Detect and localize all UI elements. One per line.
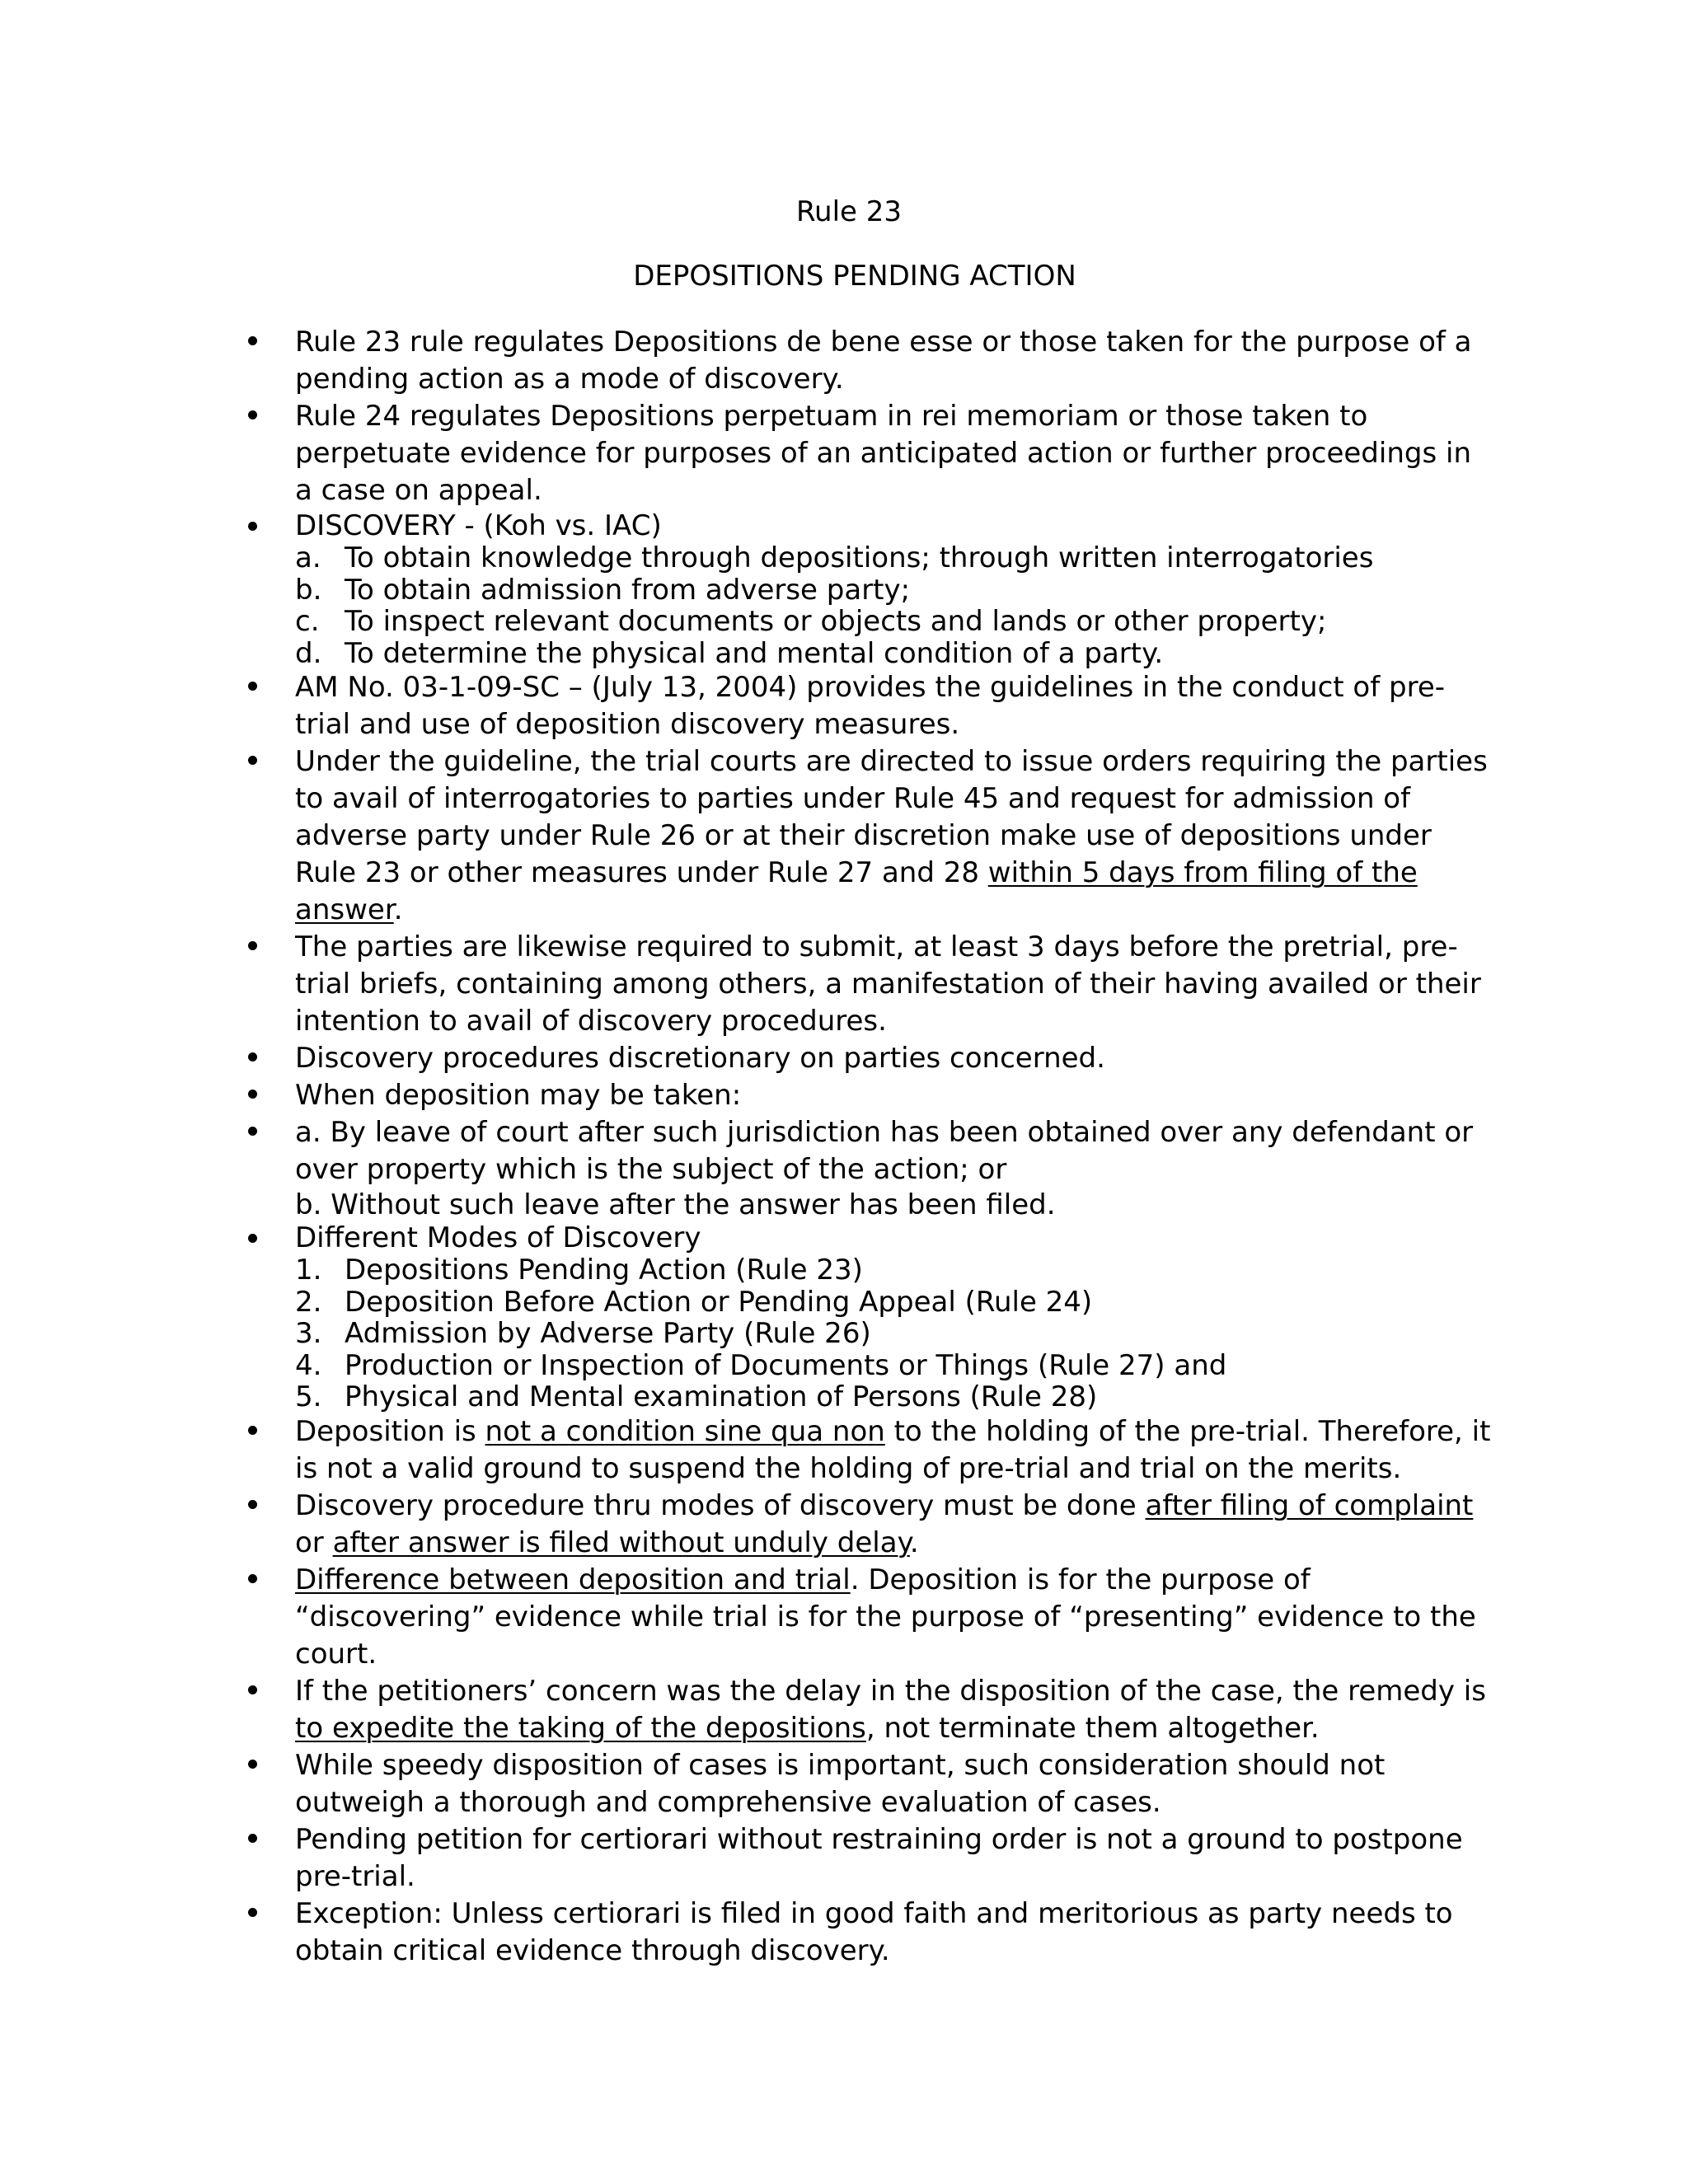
item-text: Different Modes of Discovery	[295, 1221, 701, 1254]
list-item	[295, 929, 1492, 1040]
sub-item-text: Production or Inspection of Documents or Things (Rule 27) and	[345, 1348, 1227, 1382]
sub-item-text: To obtain admission from adverse party;	[345, 573, 911, 607]
list-item-discovery	[295, 509, 1492, 669]
sub-item	[295, 1254, 1492, 1286]
bullet-dot-icon	[244, 509, 260, 546]
item-text: Deposition is	[295, 1414, 485, 1448]
bullet-dot-icon	[244, 1747, 260, 1784]
list-item	[295, 1896, 1492, 1970]
bullet-dot-icon	[244, 1040, 260, 1077]
list-item	[295, 1821, 1492, 1896]
item-text: Exception: Unless certiorari is filed in good faith and meritorious as party needs to obtain critical evidence through discovery.	[295, 1896, 1453, 1967]
list-item	[295, 1562, 1492, 1673]
item-text: a. By leave of court after such jurisdiction has been obtained over any defendant or over property which is the subject of the action; or	[295, 1116, 1474, 1186]
list-item	[295, 1747, 1492, 1821]
item-text-end: . Deposition is for the purpose of “discovering” evidence while trial is for the purpose of “presenting” evidence to the court.	[295, 1563, 1476, 1671]
list-item	[295, 1413, 1492, 1488]
bullet-dot-icon	[244, 1488, 260, 1525]
list-item	[295, 1114, 1492, 1221]
bullet-dot-icon	[244, 1673, 260, 1710]
underlined-text: after filing of complaint	[1145, 1488, 1474, 1522]
item-text: AM No. 03-1-09-SC – (July 13, 2004) provides the guidelines in the conduct of pre-trial and use of deposition discovery measures.	[295, 671, 1446, 741]
item-text: Discovery procedures discretionary on parties concerned.	[295, 1042, 1105, 1075]
item-text: If the petitioners’ concern was the delay in the disposition of the case, the remedy is	[295, 1674, 1486, 1708]
item-text: The parties are likewise required to submit, at least 3 days before the pretrial, pre-trial briefs, containing among others, a manifestation of their having availed or their intention to avail of discovery procedures.	[295, 930, 1481, 1038]
item-text: Pending petition for certiorari without restraining order is not a ground to postpone pre-trial.	[295, 1822, 1463, 1893]
bullet-dot-icon	[244, 1821, 260, 1858]
item-text: Rule 24 regulates Depositions perpetuam in rei memoriam or those taken to perpetuate evidence for purposes of an anticipated action or further proceedings in a case on appeal.	[295, 400, 1471, 507]
document-title: DEPOSITIONS PENDING ACTION	[633, 260, 1076, 293]
underlined-text: Difference between deposition and trial	[295, 1563, 851, 1596]
sub-item-text: To obtain knowledge through depositions; through written interrogatories	[345, 541, 1374, 574]
sub-item	[295, 574, 1492, 607]
item-text: Under the guideline, the trial courts are directed to issue orders requiring the parties to avail of interrogatories to parties under Rule 45 and request for admission of adverse party under Rule 26 or at their discretion make use of depositions under Rule 23 or other measures under Rule 27 and 28	[295, 745, 1488, 889]
sub-item-marker: 2.	[295, 1285, 322, 1319]
sub-item-marker: 5.	[295, 1380, 322, 1413]
item-text: Discovery procedure thru modes of discovery must be done	[295, 1488, 1146, 1522]
item-text-end: , not terminate them altogether.	[865, 1711, 1320, 1745]
item-text-middle: or	[295, 1526, 333, 1559]
sub-item-marker: a.	[295, 541, 321, 574]
list-item	[295, 743, 1492, 929]
item-text: Rule 23 rule regulates Depositions de bene esse or those taken for the purpose of a pending action as a mode of discovery.	[295, 326, 1472, 396]
bullet-dot-icon	[244, 1562, 260, 1599]
sub-item	[295, 1350, 1492, 1382]
item-text-end: .	[393, 893, 403, 926]
list-item-modes	[295, 1221, 1492, 1413]
sub-item	[295, 1286, 1492, 1319]
bullet-dot-icon	[244, 324, 260, 361]
bullet-dot-icon	[244, 1077, 260, 1114]
bullet-dot-icon	[244, 929, 260, 966]
sub-item-marker: 4.	[295, 1348, 322, 1382]
item-text-end: .	[909, 1526, 919, 1559]
sub-item	[295, 542, 1492, 574]
sub-item-text: Depositions Pending Action (Rule 23)	[345, 1254, 863, 1286]
rule-heading: Rule 23	[795, 195, 903, 228]
sub-item-text: To determine the physical and mental condition of a party.	[345, 636, 1164, 670]
list-item	[295, 669, 1492, 743]
underlined-text: to expedite the taking of the depositions	[295, 1711, 866, 1745]
list-item	[295, 1673, 1492, 1747]
bullet-dot-icon	[244, 398, 260, 435]
sub-item-marker: 1.	[295, 1254, 322, 1286]
item-text: DISCOVERY - (Koh vs. IAC)	[295, 509, 662, 542]
bullet-dot-icon	[244, 1413, 260, 1451]
bullet-list	[295, 324, 1492, 1970]
bullet-dot-icon	[244, 669, 260, 706]
underlined-text: not a condition sine qua non	[485, 1414, 885, 1448]
list-item	[295, 1488, 1492, 1562]
bullet-dot-icon	[244, 743, 260, 780]
underlined-text: within 5 days from filing of the answer	[295, 856, 1418, 926]
list-item	[295, 398, 1492, 509]
sub-item-text: Admission by Adverse Party (Rule 26)	[345, 1317, 871, 1350]
sub-item	[295, 638, 1492, 670]
bullet-dot-icon	[244, 1221, 260, 1258]
list-item	[295, 1040, 1492, 1077]
sub-item	[295, 606, 1492, 638]
item-text: When deposition may be taken:	[295, 1079, 742, 1112]
sub-item-marker: c.	[295, 605, 320, 638]
bullet-dot-icon	[244, 1114, 260, 1151]
sub-item-text: Deposition Before Action or Pending Appeal (Rule 24)	[345, 1285, 1093, 1319]
bullet-dot-icon	[244, 1896, 260, 1933]
sub-item-marker: d.	[295, 636, 322, 670]
list-item	[295, 1077, 1492, 1114]
sub-item	[295, 1381, 1492, 1413]
underlined-text: after answer is filed without unduly delay	[332, 1526, 910, 1559]
item-text-end: to the holding of the pre-trial. Therefore, it is not a valid ground to suspend the holding of pre-trial and trial on the merits.	[295, 1414, 1491, 1485]
sub-item-marker: b.	[295, 573, 322, 607]
item-text: While speedy disposition of cases is important, such consideration should not outweigh a thorough and comprehensive evaluation of cases.	[295, 1748, 1386, 1819]
sub-item	[295, 1318, 1492, 1350]
sub-item-text: Physical and Mental examination of Persons (Rule 28)	[345, 1380, 1098, 1413]
sub-item-text: To inspect relevant documents or objects and lands or other property;	[345, 605, 1327, 638]
sub-item-marker: 3.	[295, 1317, 322, 1350]
item-text-line2: b. Without such leave after the answer has been filed.	[295, 1188, 1056, 1221]
list-item	[295, 324, 1492, 398]
